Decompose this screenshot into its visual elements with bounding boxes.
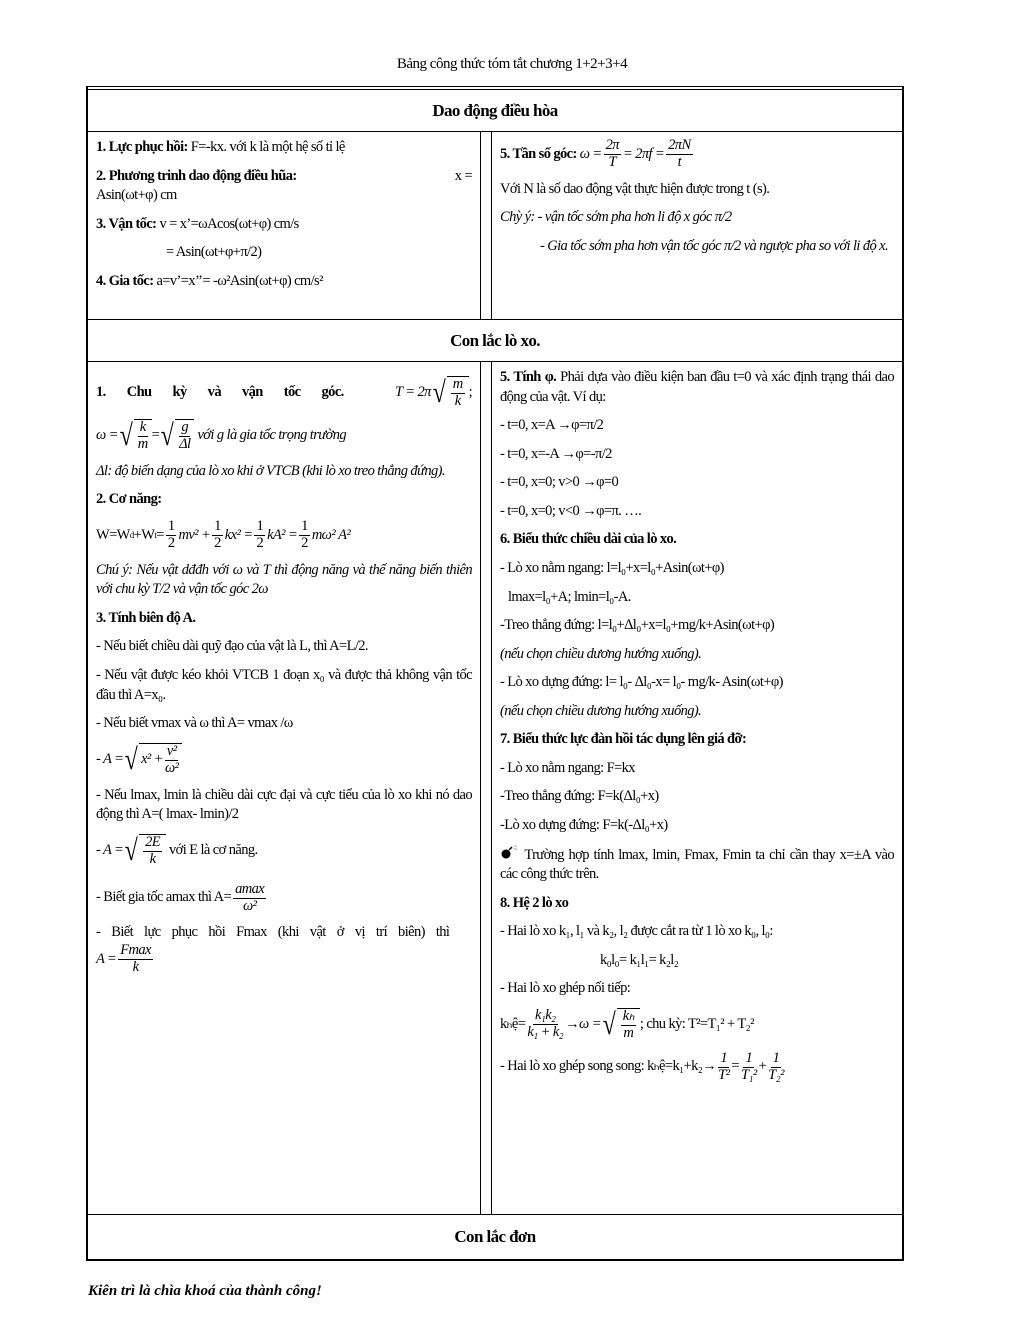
parallel-springs-formula: - Hai lò xo ghép song song: kₕệ=k₁+k₂→ $\frac{1}{\text{T²}}$ = $\frac{1}{\text{T₁²}}$ + $\frac{1}{\text{T₂²}}$ [500, 1049, 784, 1083]
document-title: Bảng công thức tóm tắt chương 1+2+3+4 [396, 56, 628, 72]
item-4-heading: 4. Gia tốc: [96, 272, 154, 289]
equals: = [151, 427, 160, 444]
series-springs-formula: kₕệ= $\frac{\text{k₁k₂}}{\text{k₁ + k₂}}$ →ω = √ $\frac{\text{kₕ}}{m}$ ; chu kỳ: T²=T₁² + T₂² [500, 1007, 754, 1041]
formula-2pif: = 2πf = [622, 145, 665, 162]
note-acceleration-phase: - Gia tốc sớm pha hơn vận tốc góc π/2 và ngược pha so với li độ x. [540, 238, 889, 254]
column-gap [481, 132, 492, 319]
item-1-heading: 1. Lực phục hồi: [96, 139, 188, 155]
cut-springs-formula: k₀l₀= k₁l₁= k₂l₂ [600, 951, 679, 968]
item-1-body: F=-kx. với k là một hệ số tỉ lệ [190, 139, 345, 155]
omega-symbol: ω = [579, 145, 602, 162]
item-3-heading: 3. Vận tốc: [96, 215, 157, 232]
gravity-note: với g là gia tốc trọng trường [197, 427, 347, 444]
cell-harmonic-left [88, 132, 481, 319]
amplitude-rule-8: - Biết lực phục hồi Fmax (khi vật ở vị trí biên) thì [96, 924, 450, 941]
spring-item-1-heading: 1. Chu kỳ và vận tốc góc. [96, 384, 344, 401]
length-standing-note: (nếu chọn chiều dương hướng xuống). [500, 702, 702, 719]
omega-formula: ω = [96, 427, 118, 444]
section-heading-pendulum: Con lắc đơn [454, 1227, 536, 1246]
cut-springs: - Hai lò xo k₁, l₁ và k₂, l₂ được cắt ra từ 1 lò xo k₀, l₀: [500, 923, 773, 940]
section-heading-spring: Con lắc lò xo. [88, 320, 902, 362]
force-horizontal: - Lò xo nằm ngang: F=kx [500, 759, 635, 776]
footer-motto: Kiên trì là chìa khoá của thành công! [88, 1283, 322, 1299]
amplitude-rule-7: - Biết gia tốc amax thì A= $\frac{amax}{\text{ω²}}$ [96, 880, 265, 914]
cell-spring-right [492, 362, 902, 1214]
note-velocity-phase: Chỳ ý: - vận tốc sớm pha hơn li độ x góc π/2 [500, 209, 732, 226]
phase-example-4: - t=0, x=0; v<0 →φ=π. …. [500, 502, 642, 519]
sqrt-m-over-k: √ $\frac{m}{k}$ [431, 376, 469, 410]
row-harmonic [88, 132, 902, 320]
force-hanging: -Treo thẳng đứng: F=k(Δl₀+x) [500, 788, 659, 805]
length-min-max: lmax=l₀+A; lmin=l₀-A. [508, 588, 631, 605]
phase-example-3: - t=0, x=0; v>0 →φ=0 [500, 474, 619, 491]
energy-note: Chú ý: Nếu vật dđđh với ω và T thì động năng và thế năng biến thiên với chu kỳ T/2 và vận tốc góc 2ω [96, 561, 472, 598]
amplitude-rule-1: - Nếu biết chiều dài quỹ đạo của vật là L, thì A=L/2. [96, 638, 368, 655]
period-formula: T = 2π [395, 384, 431, 401]
amplitude-rule-8-formula: A = $\frac{Fmax}{k}$ [96, 942, 151, 975]
section-heading-harmonic: Dao động điều hòa [88, 90, 902, 132]
energy-formula: W=W d +W t = $\frac{1}{2}$ mv² + $\frac{1}{2}$ kx² = $\frac{1}{2}$ kA² = $\frac{1}{2}$ mω² A² [96, 517, 351, 551]
spring-item-7-heading: 7. Biểu thức lực đàn hồi tác dụng lên giá đỡ: [500, 731, 747, 748]
formula-table [86, 86, 904, 1261]
spring-item-3-heading: 3. Tính biên độ A. [96, 609, 196, 626]
cell-spring-left [88, 362, 481, 1214]
amplitude-rule-3: - Nếu biết vmax và ω thì A= vmax /ω [96, 715, 293, 732]
length-standing: - Lò xo dựng đứng: l= l₀- Δl₀-x= l₀- mg/k- Asin(ωt+φ) [500, 674, 783, 691]
spring-item-5-heading: 5. Tính φ. [500, 369, 557, 385]
series-springs: - Hai lò xo ghép nối tiếp: [500, 980, 631, 997]
sqrt-k-over-m: √ $\frac{k}{m}$ [118, 419, 152, 453]
cell-harmonic-right [492, 132, 902, 319]
amplitude-rule-5: - Nếu lmax, lmin là chiều dài cực đại và cực tiểu của lò xo khi nó dao động thì A=( lmax- lmin)/2 [96, 786, 472, 823]
amplitude-rule-6: - A = √ $\frac{2E}{k}$ với E là cơ năng. [96, 833, 258, 867]
length-horizontal: - Lò xo nằm ngang: l=l₀+x=l₀+Asin(ωt+φ) [500, 559, 724, 576]
sqrt-g-over-dl: √ $\frac{g}{\Delta l}$ [159, 419, 194, 453]
row-spring [88, 362, 902, 1215]
bomb-icon [500, 845, 520, 866]
item-2-heading: 2. Phương trinh dao động điều hũa: [96, 167, 297, 184]
item-3-body-2: = Asin(ωt+φ+π/2) [166, 244, 262, 261]
force-standing: -Lò xo dựng đứng: F=k(-Δl₀+x) [500, 817, 668, 833]
phase-example-1: - t=0, x=A →φ=π/2 [500, 417, 604, 434]
item-4-body: a=v’=x’’= -ω²Asin(ωt+φ) cm/s² [156, 272, 323, 289]
spring-item-2-heading: 2. Cơ năng: [96, 491, 162, 508]
force-note: Trường hợp tính lmax, lmin, Fmax, Fmin ta chỉ cần thay x=±A vào các công thức trên. [500, 845, 894, 885]
item-2-body-a: x = [454, 167, 472, 184]
length-hanging-note: (nếu chọn chiều dương hướng xuống). [500, 645, 702, 662]
amplitude-rule-2: - Nếu vật được kéo khỏi VTCB 1 đoạn x₀ và được thả không vận tốc đầu thì A=x₀. [96, 667, 472, 703]
item-2-body-b: Asin(ωt+φ) cm [96, 187, 177, 204]
amplitude-rule-4: - A = √ x² + $\frac{\text{v²}}{\text{ω²}}$ [96, 743, 472, 777]
length-hanging: -Treo thẳng đứng: l=l₀+Δl₀+x=l₀+mg/k+Asin(ωt+φ) [500, 617, 775, 634]
item-3-body: v = x’=ωAcos(ωt+φ) cm/s [159, 215, 299, 232]
semicolon: ; [468, 384, 472, 401]
phase-rule: Phải dựa vào điều kiện ban đầu t=0 và xác định trạng thái dao động của vật. Ví dụ: [500, 369, 894, 405]
fraction-2pi-T: $\frac{2\pi}{T}$ [605, 137, 619, 170]
fraction-2piN-t: $\frac{2\pi N}{t}$ [668, 137, 691, 170]
spring-item-6-heading: 6. Biểu thức chiều dài của lò xo. [500, 531, 677, 548]
column-gap [481, 362, 492, 1214]
deformation-note: Δl: độ biến dạng của lò xo khi ở VTCB (khi lò xo treo thẳng đứng). [96, 462, 445, 479]
item-5-note: Với N là số dao động vật thực hiện được trong t (s). [500, 180, 770, 197]
item-5-heading: 5. Tần số góc: [500, 145, 577, 162]
phase-example-2: - t=0, x=-A →φ=-π/2 [500, 445, 612, 462]
spring-item-8-heading: 8. Hệ 2 lò xo [500, 894, 569, 911]
